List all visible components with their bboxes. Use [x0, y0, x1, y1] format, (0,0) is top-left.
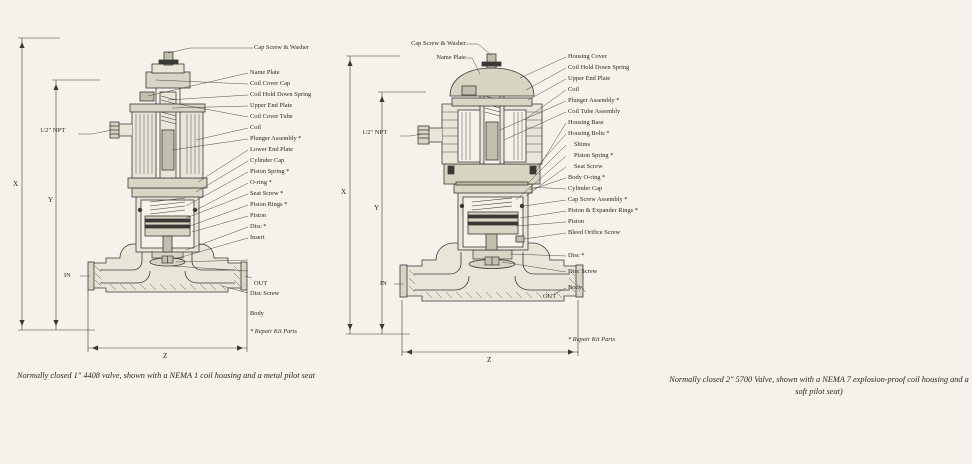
right-conduit-npt: [418, 126, 442, 144]
left-callout-upper-end-plate: Upper End Plate: [250, 102, 293, 109]
right-callout-coil-hold-down-spring: Coil Hold Down Spring: [568, 64, 630, 71]
left-callout-piston-rings: Piston Rings *: [250, 201, 288, 208]
right-callout-shims: Shims: [574, 141, 590, 148]
right-callout-cap-screw-washer: Cap Screw & Washer: [411, 40, 466, 47]
left-inlet-label: IN: [64, 272, 71, 279]
right-callout-disc: Disc *: [568, 252, 585, 259]
left-callout-cap-screw-washer: Cap Screw & Washer: [254, 44, 309, 51]
right-coil-housing: [442, 54, 542, 185]
right-callout-body: Body: [568, 284, 582, 291]
right-callout-bleed-orifice-screw: Bleed Orifice Screw: [568, 229, 621, 236]
right-repair-kit-note: * Repair Kit Parts: [568, 336, 616, 343]
left-outlet-label: OUT: [254, 280, 268, 287]
left-callout-o-ring: O-ring *: [250, 179, 272, 186]
right-callout-upper-end-plate: Upper End Plate: [568, 75, 611, 82]
right-callout-name-plate: Name Plate: [436, 54, 466, 61]
right-inlet-label: IN: [380, 280, 387, 287]
right-callout-coil: Coil: [568, 86, 580, 93]
right-callout-coil-tube-assembly: Coil Tube Assembly: [568, 108, 621, 115]
left-callout-coil-cover-cap: Coil Cover Cap: [250, 80, 291, 87]
left-piston-cylinder: [132, 188, 203, 252]
left-dim-z: Z: [163, 352, 168, 360]
right-dim-z: Z: [487, 356, 492, 364]
left-callout-piston: Piston: [250, 212, 266, 219]
right-callout-housing-cover: Housing Cover: [568, 53, 607, 60]
left-valve-drawing: [0, 0, 330, 370]
right-dim-y: Y: [374, 204, 380, 212]
right-callout-housing-base: Housing Base: [568, 119, 604, 126]
left-dim-y: Y: [48, 196, 54, 204]
left-figure-caption: Normally closed 1" 4408 valve, shown with a NEMA 1 coil housing and a metal pilot seat: [16, 371, 316, 380]
left-callout-disc-screw: Disc Screw: [250, 290, 280, 297]
right-callout-body-o-ring: Body O-ring *: [568, 174, 606, 181]
left-callout-name-plate: Name Plate: [250, 69, 280, 76]
left-callout-seat-screw: Seat Screw *: [250, 190, 284, 197]
right-callout-piston-expander-rings: Piston & Expander Rings *: [568, 207, 638, 214]
left-callout-body: Body: [250, 310, 264, 317]
right-dim-x: X: [341, 188, 347, 196]
left-callout-coil-cover-tube: Coil Cover Tube: [250, 113, 293, 120]
left-dim-x: X: [13, 180, 19, 188]
right-callout-cylinder-cap: Cylinder Cap: [568, 185, 603, 192]
right-callout-plunger-assembly: Plunger Assembly *: [568, 97, 620, 104]
right-callout-cap-screw-assembly: Cap Screw Assembly *: [568, 196, 628, 203]
right-figure-caption: Normally closed 2" 5700 Valve, shown with a NEMA 7 explosion-proof coil housing and a soft pilot seat): [669, 375, 969, 396]
left-callout-lower-end-plate: Lower End Plate: [250, 146, 293, 153]
left-npt-label: 1/2" NPT: [40, 127, 66, 134]
left-callout-piston-spring: Piston Spring *: [250, 168, 290, 175]
right-npt-label: 1/2" NPT: [362, 129, 388, 136]
right-callout-piston: Piston: [568, 218, 584, 225]
left-callout-disc: Disc *: [250, 223, 267, 230]
left-callout-insert: Insert: [250, 234, 265, 241]
left-callout-cylinder-cap: Cylinder Cap: [250, 157, 285, 164]
left-callout-coil-hold-down-spring: Coil Hold Down Spring: [250, 91, 312, 98]
left-callout-coil: Coil: [250, 124, 262, 131]
right-piston-cylinder: [454, 184, 532, 250]
left-callout-plunger-assembly: Plunger Assembly *: [250, 135, 302, 142]
left-coil-housing: [128, 52, 207, 188]
right-outlet-label: OUT: [543, 293, 557, 300]
right-callout-disc-screw: Disc Screw: [568, 268, 598, 275]
right-callout-housing-bolts: Housing Bolts *: [568, 130, 610, 137]
left-repair-kit-note: * Repair Kit Parts: [250, 328, 298, 335]
right-callout-seat-screw: Seat Screw: [574, 163, 603, 170]
left-valve-diagram: [0, 0, 330, 464]
left-conduit-npt: [110, 122, 132, 138]
right-valve-diagram: [330, 0, 969, 464]
right-callout-piston-spring: Piston Spring *: [574, 152, 614, 159]
